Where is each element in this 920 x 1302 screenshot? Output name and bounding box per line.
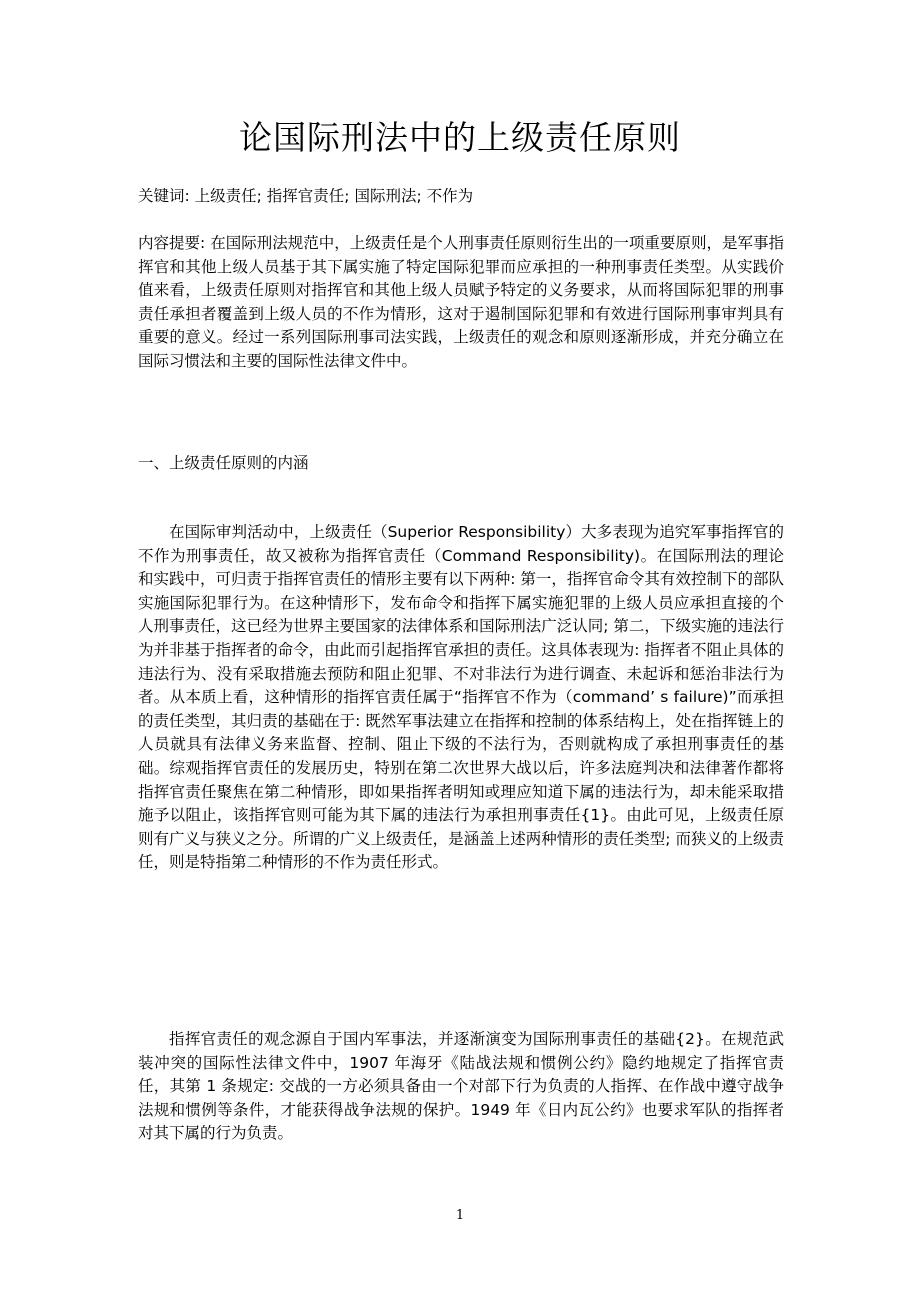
body-paragraph-1: 在国际审判活动中，上级责任（Superior Responsibility）大多表现为追究军事指挥官的不作为刑事责任，故又被称为指挥官责任（Command Responsibility)。在国际刑法的理论和实践中，可归责于指挥官责任的情形主要有以下两种: 第一，指挥官命令其有效控制下的部队实施国际犯罪行为。在这种情形下，发布命令和指挥下属实施犯罪的上级人员应承担直接的个人刑事责任，这已经为世界主要国家的法律体系和国际刑法广泛认同; 第二，下级实施的违法行为并非基于指挥者的命令，由此而引起指挥官承担的责任。这具体表现为: 指挥者不阻止具体的违法行为、没有采取措施去预防和阻止犯罪、不对非法行为进行调查、未起诉和惩治非法行为者。从本质上看，这种情形的指挥官责任属于“指挥官不作为（command’ s failure)”而承担的责任类型，其归责的基础在于: 既然军事法建立在指挥和控制的体系结构上，处在指挥链上的人员就具有法律义务来监督、控制、阻止下级的不法行为，否则就构成了承担刑事责任的基础。综观指挥官责任的发展历史，特别在第二次世界大战以后，许多法庭判决和法律著作都将指挥官责任聚焦在第二种情形，即如果指挥者明知或理应知道下属的违法行为，却未能采取措施予以阻止，该指挥官则可能为其下属的违法行为承担刑事责任{1}。由此可见，上级责任原则有广义与狭义之分。所谓的广义上级责任，是涵盖上述两种情形的责任类型; 而狭义的上级责任，则是特指第二种情形的不作为责任形式。	[138, 523, 784, 872]
abstract-paragraph: 内容提要: 在国际刑法规范中，上级责任是个人刑事责任原则衍生出的一项重要原则，是军事指挥官和其他上级人员基于其下属实施了特定国际犯罪而应承担的一种刑事责任类型。从实践价值来看，上级责任原则对指挥官和其他上级人员赋予特定的义务要求，从而将国际犯罪的刑事责任承担者覆盖到上级人员的不作为情形，这对于遏制国际犯罪和有效进行国际刑事审判具有重要的意义。经过一系列国际刑事司法实践，上级责任的观念和原则逐渐形成，并充分确立在国际习惯法和主要的国际性法律文件中。	[138, 234, 784, 370]
body-paragraph-2: 指挥官责任的观念源自于国内军事法，并逐渐演变为国际刑事责任的基础{2}。在规范武装冲突的国际性法律文件中，1907 年海牙《陆战法规和惯例公约》隐约地规定了指挥官责任，其第 1 条规定: 交战的一方必须具备由一个对部下行为负责的人指挥、在作战中遵守战争法规和惯例等条件，才能获得战争法规的保护。1949 年《日内瓦公约》也要求军队的指挥者对其下属的行为负责。	[138, 1030, 784, 1143]
document-title: 论国际刑法中的上级责任原则	[239, 118, 681, 157]
section-heading: 一、上级责任原则的内涵	[138, 454, 309, 472]
keywords-line: 关键词: 上级责任; 指挥官责任; 国际刑法; 不作为	[138, 187, 474, 205]
page-number: 1	[455, 1208, 465, 1223]
